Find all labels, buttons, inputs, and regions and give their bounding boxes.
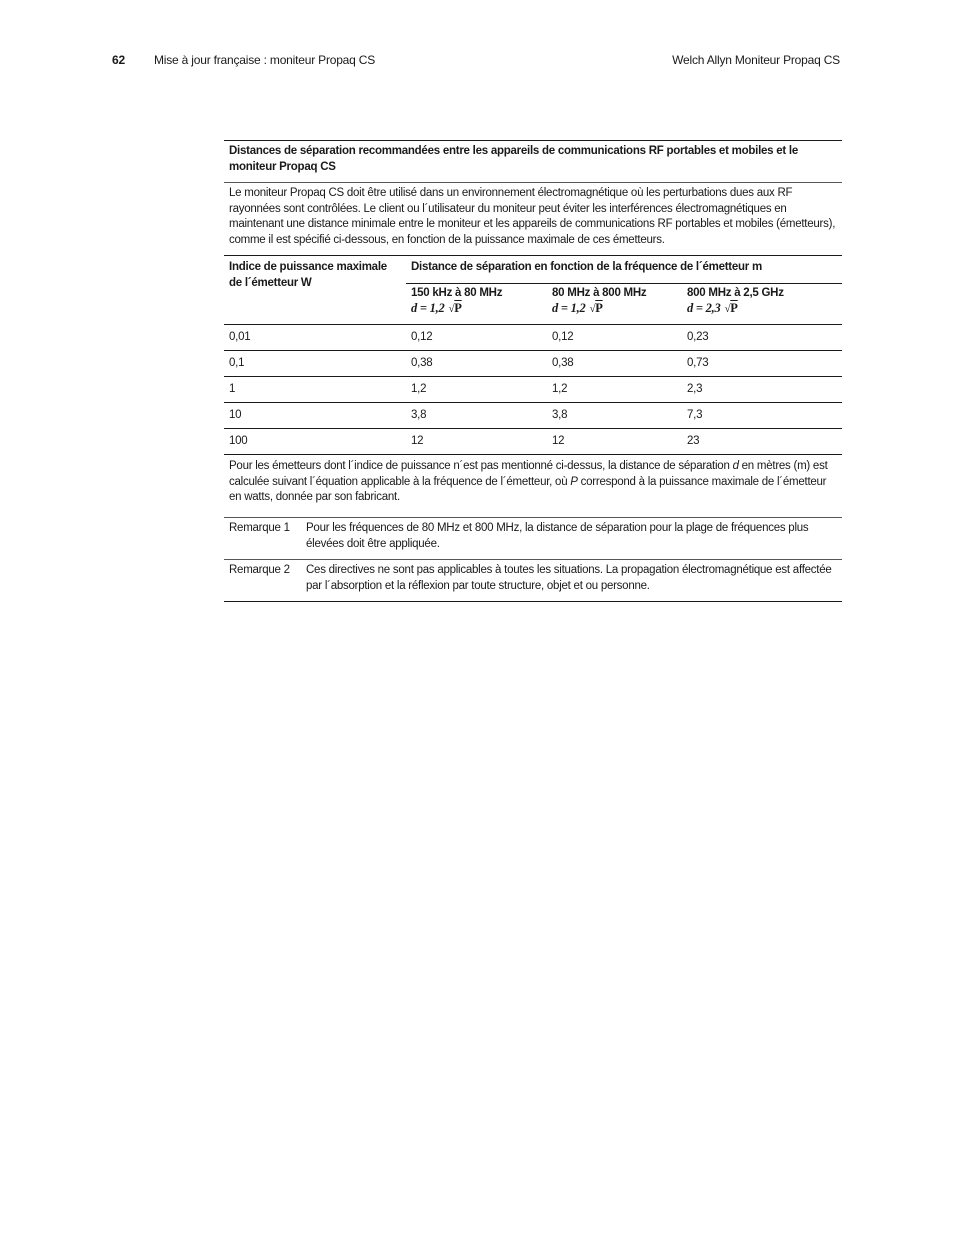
power-column-header: Indice de puissance maximale de l´émetteur W: [229, 261, 387, 289]
table-cell: 0,12: [411, 330, 433, 343]
distance-span-header: Distance de séparation en fonction de la fréquence de l´émetteur m: [406, 256, 842, 284]
table-cell: 3,8: [552, 408, 568, 421]
table-row: [224, 324, 842, 350]
table-title: Distances de séparation recommandées entre les appareils de communications RF portables et mobiles et le moniteur Propaq CS: [229, 145, 799, 173]
separation-distance-table: [224, 140, 842, 602]
note-1: [224, 518, 842, 559]
table-cell: 12: [552, 434, 565, 447]
table-cell: 0,23: [687, 330, 709, 343]
distance-formula: d = 1,2 √P: [411, 301, 462, 315]
table-cell: 3,8: [411, 408, 427, 421]
note-2: [224, 560, 842, 601]
table-cell: 0,1: [229, 356, 245, 369]
freq-column-header: [682, 284, 842, 325]
table-cell: 100: [229, 434, 248, 447]
table-cell: 1,2: [552, 382, 568, 395]
freq-range-label: 80 MHz à 800 MHz: [552, 286, 647, 299]
table-cell: 0,01: [229, 330, 251, 343]
table-row: [224, 376, 842, 402]
table-cell: 0,73: [687, 356, 709, 369]
square-root-icon: √: [589, 303, 596, 315]
table-header: [224, 256, 842, 324]
brand-title: Welch Allyn Moniteur Propaq CS: [672, 53, 840, 67]
table-row: [224, 428, 842, 454]
table-cell: 12: [411, 434, 424, 447]
table-cell: 0,38: [552, 356, 574, 369]
freq-column-header: [547, 284, 682, 325]
freq-range-label: 150 kHz à 80 MHz: [411, 286, 503, 299]
square-root-icon: √: [724, 303, 731, 315]
table-cell: 1,2: [411, 382, 427, 395]
note-text: Ces directives ne sont pas applicables à toutes les situations. La propagation électromagnétique est affectée par l´absorption et la réflexion par toute structure, objet et ou personne.: [306, 564, 832, 592]
distance-formula: d = 1,2 √P: [552, 301, 603, 315]
table-cell: 23: [687, 434, 700, 447]
document-title: Mise à jour française : moniteur Propaq CS: [154, 53, 376, 67]
table-row: [224, 402, 842, 428]
table-cell: 10: [229, 408, 242, 421]
table-footnote: Pour les émetteurs dont l´indice de puissance n´est pas mentionné ci-dessus, la distance de séparation d en mètres (m) est calculée suivant l´équation applicable à la fréquence de l´émetteur, où P correspond à la puissance maximale de l´émetteur en watts, donnée par son fabricant.: [229, 460, 828, 503]
freq-range-label: 800 MHz à 2,5 GHz: [687, 286, 784, 299]
note-text: Pour les fréquences de 80 MHz et 800 MHz, la distance de séparation pour la plage de fréquences plus élevées doit être appliquée.: [306, 522, 809, 550]
note-label: Remarque 1: [229, 522, 290, 534]
note-label: Remarque 2: [229, 564, 290, 576]
distance-formula: d = 2,3 √P: [687, 301, 738, 315]
table-cell: 2,3: [687, 382, 703, 395]
table-row: [224, 350, 842, 376]
freq-column-header: [406, 284, 547, 325]
square-root-icon: √: [448, 303, 455, 315]
table-cell: 0,38: [411, 356, 433, 369]
table-cell: 1: [229, 382, 236, 395]
table-cell: 7,3: [687, 408, 703, 421]
table-intro: Le moniteur Propaq CS doit être utilisé dans un environnement électromagnétique où les perturbations dues aux RF rayonnées sont contrôlées. Le client ou l´utilisateur du moniteur peut éviter les interférences électromagnétiques en maintenant une distance minimale entre le moniteur et les appareils de communications RF portables et mobiles (émetteurs), comme il est spécifié ci-dessous, en fonction de la puissance maximale de ces émetteurs.: [229, 187, 836, 246]
table-cell: 0,12: [552, 330, 574, 343]
page-number: 62: [112, 53, 125, 67]
